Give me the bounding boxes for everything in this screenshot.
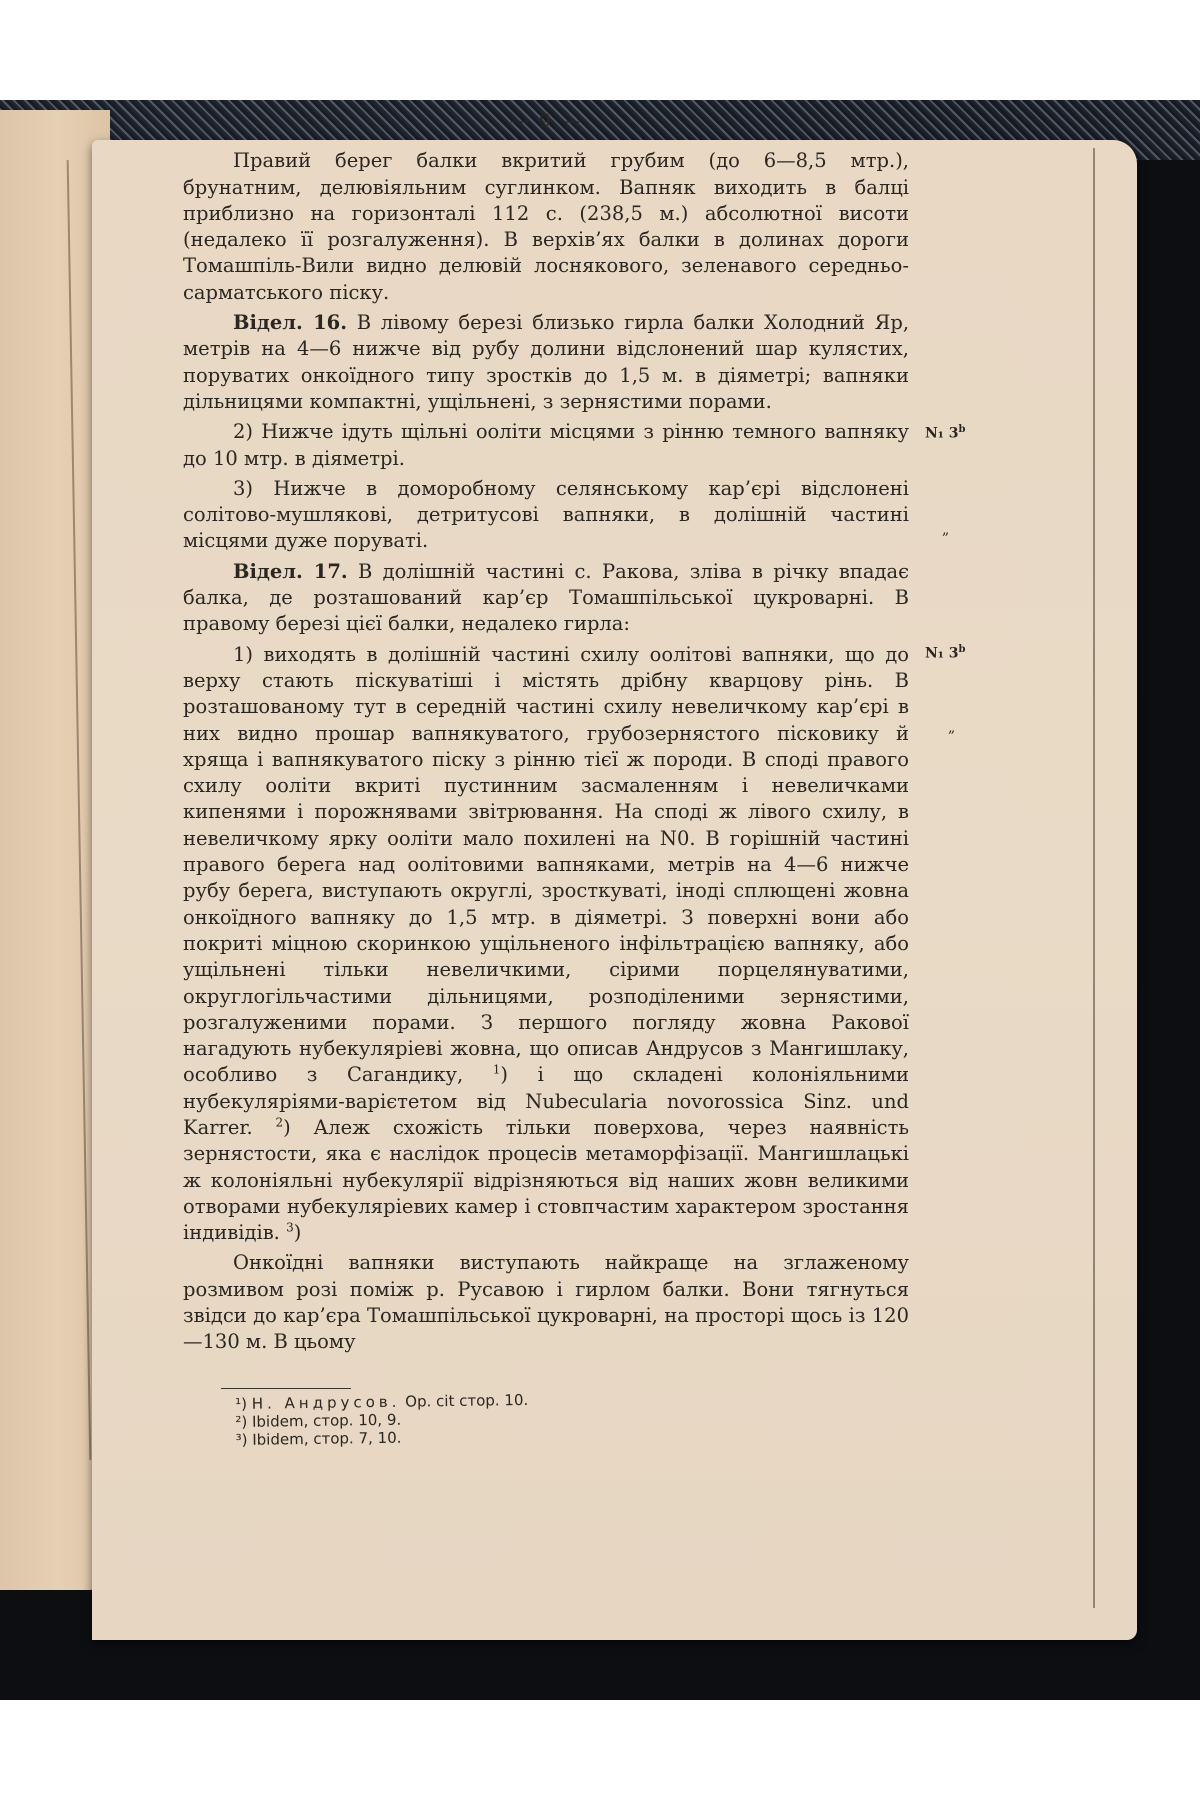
paragraph-1 (183, 148, 909, 306)
footnote-text: Ibidem, стор. 10, 9. (251, 1410, 402, 1431)
paragraph-text: В лівому березі близько гирла балки Холодний Яр, метрів на 4—6 нижче від рубу долини відслонений шар кулястих, поруватих онкоїдного типу зростків до 1,5 м. в діяметрі; вапняки дільницями компактні, ущільнені, з зернястими порами. (183, 311, 910, 413)
footnote-author: Н. Андрусов. (251, 1392, 401, 1413)
footnotes (235, 1385, 910, 1448)
margin-note-ditto (942, 522, 949, 538)
margin-note-text: N₁ 3 (925, 425, 959, 442)
paragraph-text: Правий берег балки вкритий грубим (до 6—8,5 мтр.), брунатним, делювіяльним суглинком. Вапняк виходить в балці приблизно на горизонталі 112 с. (238,5 м.) абсолютної висоти (недалеко її розгалуження). В верхів’ях балки в долинах дороги Томашпіль-Вили видно делювій лоснякового, зеленавого середньо-сарматського піску. (183, 149, 909, 304)
margin-note-stratum (925, 424, 966, 442)
paragraph-text: В долішній частині с. Ракова, зліва в річку впадає балка, де розташований кар’єр Томашпільської цукроварні. В правому березі цієї балки, недалеко гирла: (183, 559, 910, 636)
page-fold-line (1093, 148, 1095, 1608)
margin-note-stratum (925, 644, 966, 662)
section-heading: Відел. 16. (233, 311, 348, 335)
footnote-ref-1[interactable]: 1 (492, 1062, 501, 1077)
paragraph-text: 3) Нижче в доморобному селянському кар’єрі відслонені солітово-мушлякові, детритусові вапняки, в долішній частині місцями дуже поруваті. (183, 476, 909, 553)
page-content (183, 108, 909, 1449)
footnote-mark: ²) (235, 1412, 248, 1431)
margin-note-text: „ (942, 522, 950, 538)
section-heading: Відел. 17. (233, 559, 348, 583)
margin-note-sup: b (958, 644, 966, 655)
footnote-mark: ¹) (235, 1394, 248, 1413)
margin-note-text: N₁ 3 (925, 645, 959, 662)
paragraph-final (183, 1250, 909, 1355)
paragraph-item-2 (183, 419, 909, 472)
paragraph-text: ) (293, 1221, 302, 1245)
footnote-text: Op. cit стор. 10. (400, 1390, 529, 1411)
margin-note-text: „ (948, 720, 956, 736)
paragraph-text: Онкоїдні вапняки виступають найкраще на зглаженому розмивом розі поміж р. Русавою і гирлом балки. Вони тягнуться звідси до кар’єра Томашпільської цукроварні, на просторі щось із 120—130 м. В цьому (183, 1251, 909, 1354)
paragraph-text: 1) виходять в долішній частині схилу оолітові вапняки, що до верху стають піскуватіші і містять дрібну кварцову рінь. В розташованому тут в середній частині схилу невеличкому кар’єрі в них видно прошар вапнякуватого, грубозернястого пісковику й хряща і вапнякуватого піску з рінню тієї ж породи. В споді правого схилу ооліти вкриті пустинним засмаленням і невеличками кипенями і порожнявами звітрювання. На споді ж лівого схилу, в невеличкому ярку ооліти мало похилені на N0. В горішній частині правого берега над оолітовими вапняками, метрів на 4—6 нижче рубу берега, виступають округлі, зросткуваті, іноді сплющені жовна онкоїдного вапняку до 1,5 мтр. в діяметрі. З поверхні вони або покриті міцною скоринкою ущільненого інфільтрацією вапняку, або ущільнені тільки невеличкими, сірими порцелянуватими, округлогільчастими дільницями, розподіленими зернястими, розгалуженими порами. З першого погляду жовна Ракової нагадують нубекуляріеві жовна, що описав Андрусов з Мангишлаку, особливо з Сагандику, (183, 642, 909, 1087)
paragraph-item-3 (183, 476, 909, 555)
paragraph-section-16 (183, 310, 909, 415)
footnote-mark: ³) (235, 1430, 248, 1449)
margin-note-ditto (948, 720, 955, 736)
footnote-ref-2[interactable]: 2 (275, 1115, 284, 1130)
paragraph-text: ) і що складені колоніяльними нубекуляріями-варієтетом від Nubecularia novorossica Sinz. und Karrer. (183, 1063, 909, 1139)
footnote-text: Ibidem, стор. 7, 10. (252, 1428, 402, 1449)
paragraph-section-17 (183, 559, 909, 638)
paragraph-text: ) Алеж схожість тільки поверхова, через наявність зернястости, яка є наслідок процесів метаморфізації. Мангишлацькі ж колоніяльні нубекулярії відрізняються від наших жовн великими отворами нубекуляріевих камер і стовпчастим характером зростання індивідів. (183, 1115, 910, 1245)
paragraph-item-1-long (183, 642, 909, 1247)
footnote-ref-3[interactable]: 3 (286, 1220, 294, 1235)
page-number: — 9 — (509, 110, 583, 132)
paragraph-text: 2) Нижче ідуть щільні ооліти місцями з рінню темного вапняку до 10 мтр. в діяметрі. (183, 420, 909, 470)
footnote-divider (221, 1388, 351, 1389)
margin-note-sup: b (958, 424, 966, 435)
